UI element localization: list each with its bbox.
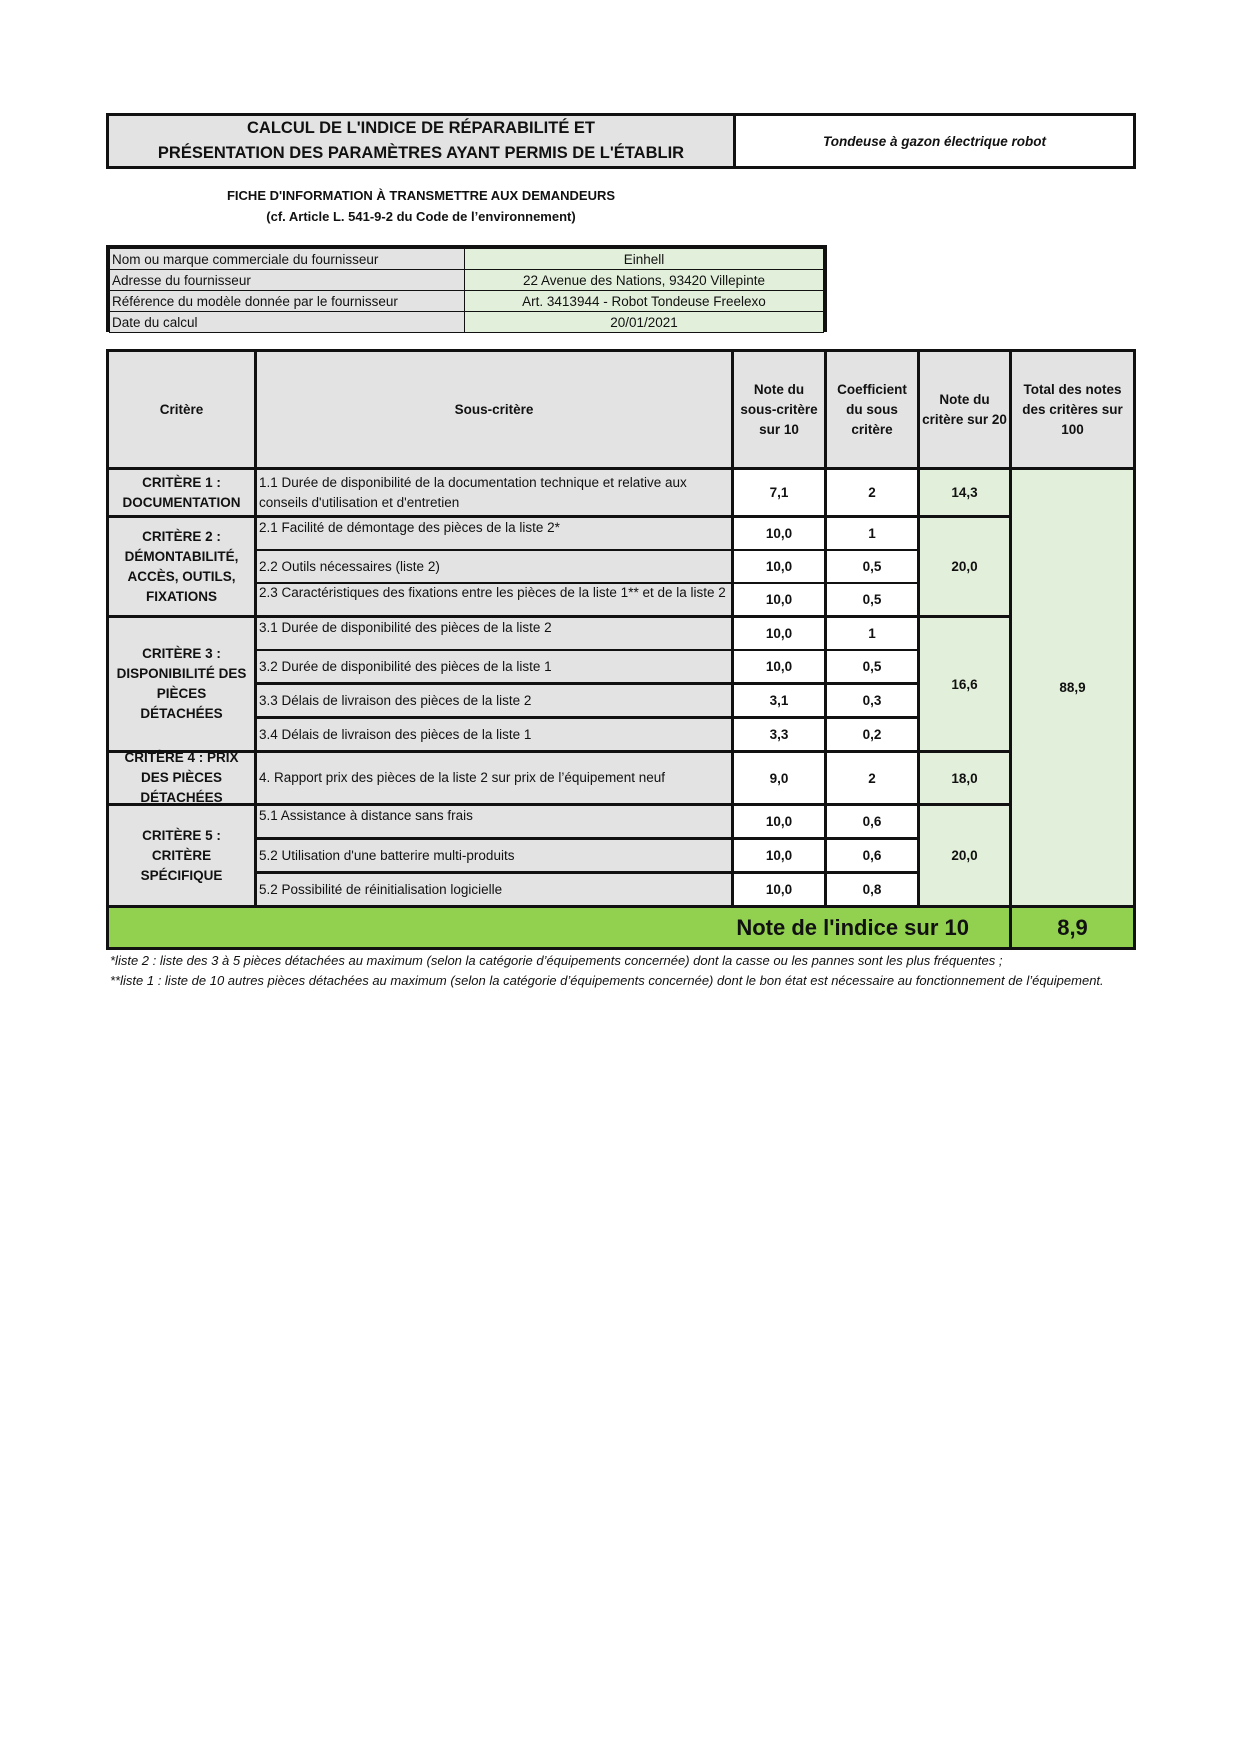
criterion-2-note: 20,0: [920, 518, 1009, 615]
criterion-1-label: CRITÈRE 1 : DOCUMENTATION: [109, 470, 254, 515]
info-row: [110, 249, 824, 270]
footnotes: [110, 951, 1130, 991]
header-critere: Critère: [109, 352, 254, 467]
sub-criterion-note: 10,0: [734, 551, 824, 582]
info-value: Art. 3413944 - Robot Tondeuse Freelexo: [465, 291, 824, 312]
title-line-2: PRÉSENTATION DES PARAMÈTRES AYANT PERMIS DE L'ÉTABLIR: [157, 144, 685, 162]
sub-criterion-note: 10,0: [734, 840, 824, 871]
fiche-line-2: (cf. Article L. 541-9-2 du Code de l’environnement): [266, 209, 576, 224]
header-note-critere: Note du critère sur 20: [920, 352, 1009, 467]
info-label: Référence du modèle donnée par le fournisseur: [110, 291, 465, 312]
sub-criterion-label: 3.4 Délais de livraison des pièces de la liste 1: [257, 719, 731, 750]
sub-criterion-label: 1.1 Durée de disponibilité de la documentation technique et relative aux conseils d'utilisation et d'entretien: [257, 470, 731, 515]
sub-criterion-coefficient: 0,6: [827, 806, 917, 837]
product-category: Tondeuse à gazon électrique robot: [822, 133, 1047, 149]
final-index-value: 8,9: [1012, 908, 1133, 947]
sub-criterion-coefficient: 0,2: [827, 719, 917, 750]
info-row: [110, 270, 824, 291]
info-row: [110, 312, 824, 333]
sub-criterion-label: 5.2 Possibilité de réinitialisation logicielle: [257, 874, 731, 905]
sub-criterion-coefficient: 2: [827, 470, 917, 515]
header-note-sous-critere: Note du sous-critère sur 10: [734, 352, 824, 467]
sub-criterion-label: 2.2 Outils nécessaires (liste 2): [257, 551, 731, 582]
sub-criterion-coefficient: 0,6: [827, 840, 917, 871]
fiche-line-1: FICHE D'INFORMATION À TRANSMETTRE AUX DEMANDEURS: [226, 188, 616, 203]
info-label: Adresse du fournisseur: [110, 270, 465, 291]
sub-criterion-label: 3.1 Durée de disponibilité des pièces de la liste 2: [257, 618, 731, 649]
info-label: Date du calcul: [110, 312, 465, 333]
info-row: [110, 291, 824, 312]
sub-criterion-note: 3,3: [734, 719, 824, 750]
criterion-5-label: CRITÈRE 5 : CRITÈRE SPÉCIFIQUE: [109, 806, 254, 905]
sub-criterion-note: 9,0: [734, 753, 824, 803]
criterion-4-note: 18,0: [920, 753, 1009, 803]
footnote-liste-2: *liste 2 : liste des 3 à 5 pièces détachées au maximum (selon la catégorie d’équipements concernée) dont la casse ou les pannes sont les plus fréquentes ;: [110, 953, 1003, 968]
title-line-1: CALCUL DE L'INDICE DE RÉPARABILITÉ ET: [247, 119, 595, 137]
sub-criterion-note: 10,0: [734, 518, 824, 549]
sub-criterion-note: 10,0: [734, 806, 824, 837]
criterion-4-label: CRITÈRE 4 : PRIX DES PIÈCES DÉTACHÉES: [109, 753, 254, 803]
sub-criterion-label: 2.1 Facilité de démontage des pièces de la liste 2*: [257, 518, 731, 549]
final-index-label: Note de l'indice sur 10: [109, 908, 1009, 947]
sub-criterion-label: 4. Rapport prix des pièces de la liste 2 sur prix de l’équipement neuf: [257, 753, 731, 803]
total-score-100: 88,9: [1012, 470, 1133, 905]
info-value: 22 Avenue des Nations, 93420 Villepinte: [465, 270, 824, 291]
sub-criterion-note: 3,1: [734, 685, 824, 716]
sub-criterion-note: 10,0: [734, 618, 824, 649]
header-sous-critere: Sous-critère: [257, 352, 731, 467]
sub-criterion-label: 5.2 Utilisation d'une batterire multi-produits: [257, 840, 731, 871]
sub-criterion-label: 5.1 Assistance à distance sans frais: [257, 806, 731, 837]
sub-criterion-coefficient: 0,5: [827, 551, 917, 582]
criterion-3-note: 16,6: [920, 618, 1009, 750]
criterion-1-note: 14,3: [920, 470, 1009, 515]
sub-criterion-label: 3.3 Délais de livraison des pièces de la liste 2: [257, 685, 731, 716]
sub-criterion-label: 2.3 Caractéristiques des fixations entre les pièces de la liste 1** et de la liste 2: [257, 584, 731, 615]
sub-criterion-coefficient: 0,8: [827, 874, 917, 905]
sub-criterion-coefficient: 0,5: [827, 651, 917, 682]
header-total: Total des notes des critères sur 100: [1012, 352, 1133, 467]
header-coefficient: Coefficient du sous critère: [827, 352, 917, 467]
document-title: [109, 116, 736, 166]
criterion-2-label: CRITÈRE 2 : DÉMONTABILITÉ, ACCÈS, OUTILS, FIXATIONS: [109, 518, 254, 615]
sub-criterion-coefficient: 0,5: [827, 584, 917, 615]
info-label: Nom ou marque commerciale du fournisseur: [110, 249, 465, 270]
criterion-3-label: CRITÈRE 3 : DISPONIBILITÉ DES PIÈCES DÉTACHÉES: [109, 618, 254, 750]
supplier-info-table: [106, 245, 827, 332]
title-box: [106, 113, 1136, 169]
sub-criterion-note: 10,0: [734, 584, 824, 615]
sub-criterion-coefficient: 0,3: [827, 685, 917, 716]
sub-criterion-coefficient: 1: [827, 518, 917, 549]
sub-criterion-note: 10,0: [734, 651, 824, 682]
sub-criterion-coefficient: 1: [827, 618, 917, 649]
sub-criterion-coefficient: 2: [827, 753, 917, 803]
sub-criterion-note: 10,0: [734, 874, 824, 905]
sub-criterion-note: 7,1: [734, 470, 824, 515]
footnote-liste-1: **liste 1 : liste de 10 autres pièces détachées au maximum (selon la catégorie d’équipements concernée) dont le bon état est nécessaire au fonctionnement de l’équipement.: [110, 973, 1104, 988]
info-value: 20/01/2021: [465, 312, 824, 333]
criterion-5-note: 20,0: [920, 806, 1009, 905]
fiche-heading: [106, 185, 736, 227]
sub-criterion-label: 3.2 Durée de disponibilité des pièces de la liste 1: [257, 651, 731, 682]
info-value: Einhell: [465, 249, 824, 270]
repairability-table: [106, 349, 1136, 950]
